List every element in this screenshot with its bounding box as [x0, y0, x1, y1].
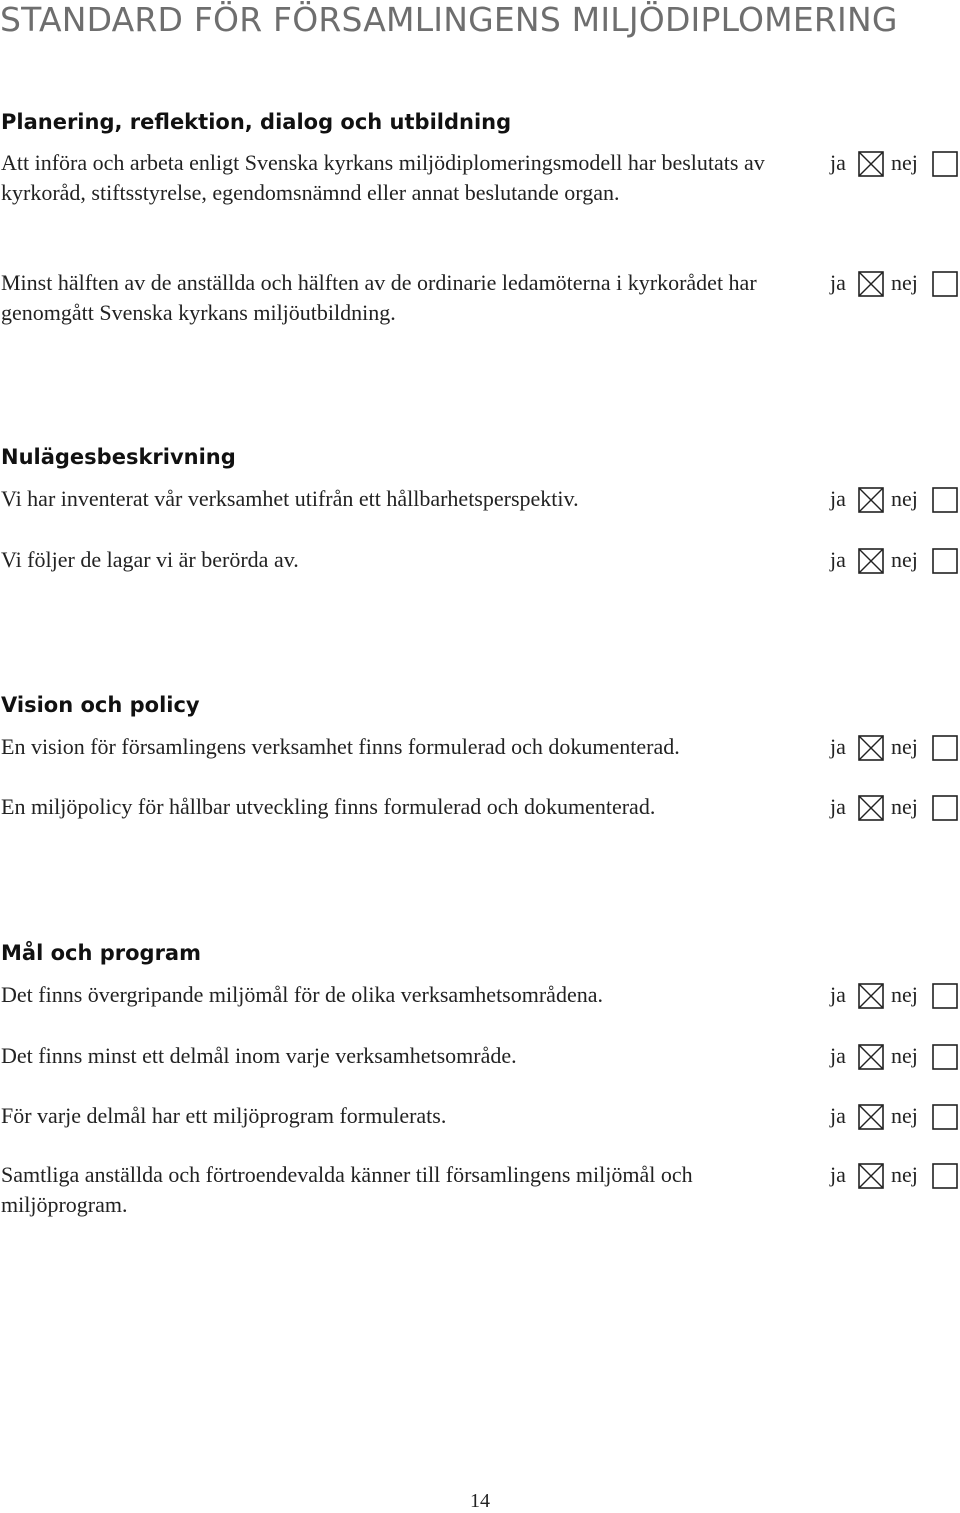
yes-checkbox[interactable] — [858, 1104, 884, 1130]
question-text: Att införa och arbeta enligt Svenska kyrkans miljödiplomeringsmodell har beslutats av kyrkoråd, stiftsstyrelse, egendomsnämnd eller annat beslutande organ. — [1, 150, 765, 205]
answer-group — [830, 1101, 960, 1131]
yes-checkbox[interactable] — [858, 795, 884, 821]
yes-label: ja — [830, 1103, 846, 1128]
section-heading-nulagesbeskrivning: Nulägesbeskrivning — [1, 445, 236, 469]
no-label: nej — [891, 1103, 918, 1128]
answer-group — [830, 1041, 960, 1071]
no-label: nej — [891, 982, 918, 1007]
no-checkbox[interactable] — [932, 151, 958, 177]
question-text: En vision för församlingens verksamhet finns formulerad och dokumenterad. — [1, 734, 680, 759]
section-heading-mal-program: Mål och program — [1, 941, 201, 965]
no-label: nej — [891, 734, 918, 759]
question-text: En miljöpolicy för hållbar utveckling finns formulerad och dokumenterad. — [1, 794, 656, 819]
question-text: För varje delmål har ett miljöprogram formulerats. — [1, 1103, 447, 1128]
answer-group — [830, 268, 960, 298]
yes-label: ja — [830, 270, 846, 295]
question-text: Vi följer de lagar vi är berörda av. — [1, 547, 299, 572]
answer-group — [830, 148, 960, 178]
question-text: Minst hälften av de anställda och hälften av de ordinarie ledamöterna i kyrkorådet har genomgått Svenska kyrkans miljöutbildning. — [1, 270, 757, 325]
yes-label: ja — [830, 1162, 846, 1187]
answer-group — [830, 792, 960, 822]
yes-label: ja — [830, 547, 846, 572]
no-label: nej — [891, 547, 918, 572]
yes-checkbox[interactable] — [858, 487, 884, 513]
yes-checkbox[interactable] — [858, 983, 884, 1009]
question-text: Det finns minst ett delmål inom varje verksamhetsområde. — [1, 1043, 517, 1068]
no-checkbox[interactable] — [932, 795, 958, 821]
section-heading-planering: Planering, reflektion, dialog och utbildning — [1, 110, 512, 134]
answer-group — [830, 732, 960, 762]
question-text: Samtliga anställda och förtroendevalda känner till församlingens miljömål och miljöprogram. — [1, 1162, 693, 1217]
yes-label: ja — [830, 734, 846, 759]
section-heading-vision-policy: Vision och policy — [1, 693, 200, 717]
no-label: nej — [891, 794, 918, 819]
yes-label: ja — [830, 1043, 846, 1068]
no-checkbox[interactable] — [932, 487, 958, 513]
yes-label: ja — [830, 794, 846, 819]
no-checkbox[interactable] — [932, 1044, 958, 1070]
no-label: nej — [891, 486, 918, 511]
yes-checkbox[interactable] — [858, 1044, 884, 1070]
no-checkbox[interactable] — [932, 548, 958, 574]
no-checkbox[interactable] — [932, 1104, 958, 1130]
no-label: nej — [891, 270, 918, 295]
no-label: nej — [891, 150, 918, 175]
no-checkbox[interactable] — [932, 983, 958, 1009]
no-checkbox[interactable] — [932, 735, 958, 761]
page-title: STANDARD FÖR FÖRSAMLINGENS MILJÖDIPLOMERING — [0, 0, 898, 39]
answer-group — [830, 545, 960, 575]
question-text: Vi har inventerat vår verksamhet utifrån ett hållbarhetsperspektiv. — [1, 486, 579, 511]
page-number: 14 — [470, 1490, 490, 1512]
yes-checkbox[interactable] — [858, 271, 884, 297]
yes-label: ja — [830, 150, 846, 175]
yes-checkbox[interactable] — [858, 151, 884, 177]
yes-checkbox[interactable] — [858, 735, 884, 761]
yes-checkbox[interactable] — [858, 1163, 884, 1189]
answer-group — [830, 1160, 960, 1190]
no-label: nej — [891, 1162, 918, 1187]
yes-checkbox[interactable] — [858, 548, 884, 574]
yes-label: ja — [830, 486, 846, 511]
answer-group — [830, 980, 960, 1010]
no-checkbox[interactable] — [932, 271, 958, 297]
no-label: nej — [891, 1043, 918, 1068]
yes-label: ja — [830, 982, 846, 1007]
answer-group — [830, 484, 960, 514]
question-text: Det finns övergripande miljömål för de olika verksamhetsområdena. — [1, 982, 603, 1007]
no-checkbox[interactable] — [932, 1163, 958, 1189]
